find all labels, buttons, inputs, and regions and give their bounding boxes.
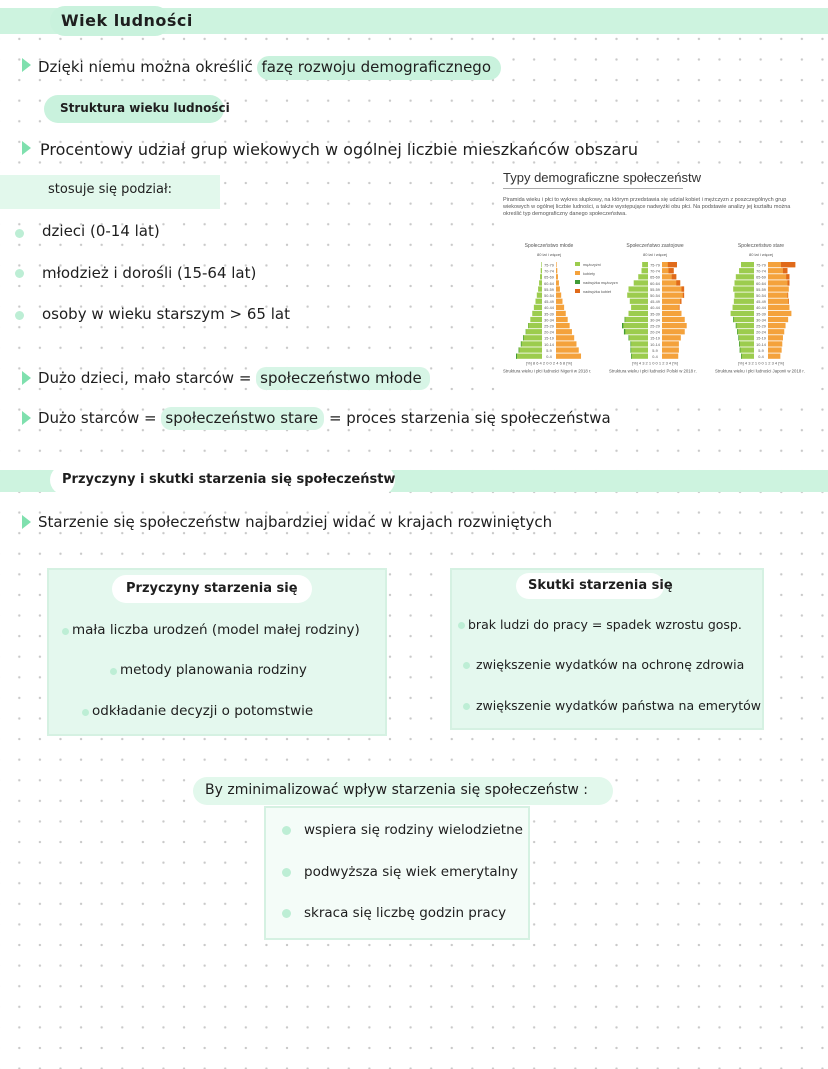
pyramid-bar-women [768,317,788,322]
aging-statement: Starzenie się społeczeństw najbardziej widać w krajach rozwiniętych [38,513,553,531]
pyramid-age-label: 70-74 [756,269,766,274]
pyramid-bar-men [534,305,542,310]
pyramid-bar-men [516,354,542,359]
minimize-title: By zminimalizować wpływ starzenia się społeczeństw : [205,782,588,798]
pyramid-age-label: 55-59 [650,287,660,292]
pyramid-bar-women [556,268,557,273]
effects-title: Skutki starzenia się [528,578,673,593]
pyramid-bar-men [523,335,542,340]
pyramid-bar-women [556,317,568,322]
causes-title: Przyczyny starzenia się [126,581,298,596]
pyramid-age-label: 15-19 [544,336,554,341]
pyramid-source: Struktura wieku i płci ludności Japonii w 2018 r. [715,368,805,374]
pyramid-age-label: 65-69 [756,275,766,280]
pyramid-bar-women [662,341,679,346]
cause-item: odkładanie decyzji o potomstwie [92,703,314,719]
pyramid-bar-surplus-men [630,347,631,352]
pyramid-age-label: 0-4 [758,355,764,359]
pyramid-age-label: 50-54 [544,294,554,298]
bullet-triangle [22,58,31,72]
pyramid-bar-surplus-women [668,262,677,267]
pyramid-bar-surplus-men [523,335,524,340]
effect-item: zwiększenie wydatków państwa na emerytów [476,698,761,713]
bullet-dot [458,622,465,629]
legend-label: nadwyżka mężczyzn [583,281,618,285]
pyramid-bar-men [521,341,542,346]
pyramid-age-label: 30-34 [756,318,766,323]
pyramid-bar-women [662,354,678,359]
pyramid-bar-women [768,347,782,352]
young-society-highlight: społeczeństwo młode [256,367,430,390]
pyramid-bar-surplus-women [788,293,789,298]
legend-label: nadwyżka kobiet [583,290,612,294]
pyramid-bar-men [739,268,754,273]
pyramid-bar-surplus-men [519,347,520,352]
pyramid-bar-men [735,280,755,285]
pyramid-bar-women [768,305,789,310]
bullet-dot [62,628,69,635]
bullet-dot [282,909,291,918]
pyramid-bar-men [638,274,648,279]
pyramid-age-label: 25-29 [544,324,554,329]
pyramid-bar-women [768,286,789,291]
bullet-dot [82,709,89,716]
intro-text: Dzięki niemu można określić [38,58,253,76]
pyramid-bar-men [536,299,543,304]
pyramid-bar-men [734,299,754,304]
minimize-item: podwyższa się wiek emerytalny [304,864,518,880]
effect-item: brak ludzi do pracy = spadek wzrostu gosp. [468,617,742,632]
pyramid-bar-surplus-women [786,274,789,279]
pyramid-bar-men [738,335,754,340]
pyramid-age-label: 60-64 [756,281,766,286]
pyramid-bar-men [541,268,542,273]
pyramid-age-label: 30-34 [544,318,554,323]
pyramid-bar-women [662,317,685,322]
pyramid-bar-women [556,329,572,334]
pyramid-bar-men [622,323,648,328]
pyramid-source: Struktura wieku i płci ludności Nigerii w 2018 r. [503,368,592,374]
bullet-dot [15,311,24,320]
cause-item: metody planowania rodziny [120,662,307,678]
pyramid-bar-men [733,286,754,291]
bullet-dot [15,269,24,278]
pyramid-bar-men [627,293,648,298]
pyramid-bar-men [538,286,542,291]
demographic-figure [497,165,817,400]
bullet-dot [282,826,291,835]
pyramid-axis: [%] 4 3 2 1 0 0 1 2 3 4 [%] [631,360,679,366]
figure-title-underline [503,188,683,189]
pyramid-age-label: 75-79 [544,263,554,268]
old-society-rest: = proces starzenia się społeczeństwa [328,409,611,427]
pyramid-bar-men [631,305,648,310]
pyramid-bar-men [731,311,754,316]
bullet-triangle [22,141,31,155]
pyramid-bar-surplus-women [788,280,790,285]
legend-label: kobiety [583,272,596,276]
pyramid-age-label: 35-39 [650,312,660,317]
intro-highlight: fazę rozwoju demograficznego [257,56,501,80]
pyramid-bar-women [556,335,574,340]
pyramid-age-label: 20-24 [650,330,660,335]
pyramid-bar-men [631,354,648,359]
pyramid-bar-women [556,311,566,316]
group-elderly: osoby w wieku starszym > 65 lat [42,305,290,323]
bullet-dot [110,668,117,675]
legend-swatch [575,271,580,275]
pyramid-bar-surplus-women [788,299,789,304]
aging-title: Przyczyny i skutki starzenia się społeczeństw [62,472,396,487]
pyramid-bar-women [768,323,786,328]
pyramid-bar-men [539,280,542,285]
pyramid-age-label: 45-49 [756,300,766,305]
pyramid-age-label: 15-19 [756,336,766,341]
pyramid-bar-men [629,286,649,291]
pyramid-bar-women [662,335,681,340]
pyramid-bar-surplus-women [783,268,788,273]
page-title: Wiek ludności [61,11,193,30]
pyramid-bar-surplus-women [682,286,685,291]
young-society-text: Dużo dzieci, mało starców = [38,369,252,387]
pyramid-bar-women [556,323,570,328]
pyramid-bar-men [737,329,754,334]
pyramid-age-label: 55-59 [544,287,554,292]
pyramid-bar-men [530,317,542,322]
legend-swatch [575,280,580,284]
pyramid-age-label: 25-29 [756,324,766,329]
pyramid-age-label: 35-39 [544,312,554,317]
pyramid-bar-women [768,280,789,285]
pyramid-title: Społeczeństwo zastojowe [626,243,684,249]
pyramid-bar-men [629,311,649,316]
pyramid-bar-men [634,280,648,285]
old-society-highlight: społeczeństwo stare [161,407,324,430]
pyramid-bar-surplus-women [676,280,680,285]
legend-swatch [575,289,580,293]
pyramid-bar-surplus-women [669,268,674,273]
pyramid-bar-surplus-men [738,335,739,340]
pyramid-bar-women [662,329,685,334]
legend-swatch [575,262,580,266]
pyramid-bar-women [768,329,784,334]
pyramid-bar-men [526,329,542,334]
pyramid-title: Społeczeństwo stare [737,243,785,249]
pyramid-age-label: 75-79 [650,263,660,268]
legend-label: mężczyźni [583,263,601,267]
pyramid-bar-women [556,341,576,346]
pyramid-bar-men [540,274,542,279]
pyramid-bar-women [662,305,680,310]
pyramid-bar-surplus-men [624,329,625,334]
pyramid-age-label: 55-59 [756,287,766,292]
pyramid-bar-surplus-men [739,341,740,346]
pyramid-bar-surplus-men [736,323,737,328]
pyramid-age-label: 20-24 [756,330,766,335]
pyramid-bar-men [625,317,648,322]
pyramid-age-label: 40-44 [650,306,660,311]
pyramid-age-top: 80 lat i więcej [536,252,562,257]
pyramid-age-label: 70-74 [650,269,660,274]
old-society-line [38,409,611,427]
cause-item: mała liczba urodzeń (model małej rodziny) [72,622,360,638]
pyramid-age-label: 25-29 [650,324,660,329]
pyramid-bar-women [556,354,581,359]
pyramid-age-top: 80 lat i więcej [642,252,668,257]
pyramid-bar-men [642,268,649,273]
pyramid-bar-men [739,341,754,346]
bullet-dot [15,229,24,238]
bullet-triangle [22,411,31,425]
pyramid-age-label: 40-44 [544,306,554,311]
pyramid-bar-women [662,311,682,316]
pyramid-age-label: 50-54 [650,294,660,298]
old-society-text: Dużo starców = [38,409,157,427]
pyramid-age-label: 5-9 [758,348,764,353]
pyramid-bar-women [768,311,791,316]
pyramid-bar-men [740,347,754,352]
pyramid-bar-women [556,274,558,279]
figure-title: Typy demograficzne społeczeństw [503,170,701,185]
pyramid-bar-surplus-women [683,293,684,298]
effect-item: zwiększenie wydatków na ochronę zdrowia [476,657,745,672]
pyramid-charts [497,240,817,400]
pyramid-bar-men [537,293,542,298]
pyramid-age-label: 70-74 [544,269,554,274]
pyramid-source: Struktura wieku i płci ludności Polski w 2018 r. [609,368,697,374]
pyramid-axis: [%] 8 6 4 2 0 0 2 4 6 8 [%] [525,360,573,366]
pyramid-bar-men [741,354,754,359]
pyramid-bar-surplus-men [629,335,630,340]
pyramid-age-label: 5-9 [546,348,552,353]
pyramid-age-top: 80 lat i więcej [748,252,774,257]
pyramid-age-label: 40-44 [756,306,766,311]
pyramid-bar-women [768,293,788,298]
pyramid-bar-surplus-women [672,274,677,279]
pyramid-age-label: 60-64 [650,281,660,286]
pyramid-age-label: 50-54 [756,294,766,298]
structure-definition: Procentowy udział grup wiekowych w ogólnej liczbie mieszkańców obszaru [40,140,638,159]
pyramid-bar-men [519,347,542,352]
pyramid-age-label: 10-14 [544,342,554,347]
pyramid-age-label: 65-69 [650,275,660,280]
pyramid-bar-men [736,274,754,279]
pyramid-bar-women [662,286,684,291]
pyramid-bar-men [630,341,648,346]
pyramid-bar-women [662,299,682,304]
pyramid-bar-women [662,323,687,328]
pyramid-bar-surplus-men [631,354,632,359]
pyramid-bar-men [741,262,754,267]
figure-description: Piramida wieku i płci to wykres słupkowy, na którym przedstawia się udział kobiet i mężczyzn z poszczególnych grup wiekowych w ogólnej liczbie ludności, a także występujące nadwyżki obu płci. Na podstawie analizy jej kształtu można określić typ demograficzny danego społeczeństwa. [503,197,791,217]
pyramid-age-label: 60-64 [544,281,554,286]
pyramid-bar-women [556,305,564,310]
pyramid-age-label: 20-24 [544,330,554,335]
pyramid-bar-women [768,335,783,340]
pyramid-bar-surplus-men [737,329,738,334]
pyramid-bar-surplus-women [781,262,795,267]
group-adults: młodzież i dorośli (15-64 lat) [42,264,257,282]
group-children: dzieci (0-14 lat) [42,222,160,240]
pyramid-bar-surplus-men [516,354,517,359]
bullet-dot [282,868,291,877]
pyramid-axis: [%] 4 3 2 1 0 0 1 2 3 4 [%] [737,360,785,366]
pyramid-age-label: 0-4 [652,355,658,359]
pyramid-bar-men [624,329,648,334]
pyramid-bar-women [556,293,561,298]
pyramid-bar-men [733,305,754,310]
pyramid-bar-men [642,262,648,267]
bullet-dot [463,703,470,710]
structure-title: Struktura wieku ludności [60,101,230,115]
pyramid-bar-surplus-men [625,317,626,322]
pyramid-bar-surplus-men [741,354,742,359]
pyramid-bar-women [556,286,560,291]
division-label: stosuje się podział: [48,182,173,197]
pyramid-bar-women [556,299,563,304]
pyramid-age-label: 75-79 [756,263,766,268]
pyramid-bar-men [532,311,542,316]
pyramid-age-label: 65-69 [544,275,554,280]
intro-line [38,58,501,76]
pyramid-bar-women [662,347,679,352]
pyramid-bar-women [556,262,557,267]
pyramid-bar-women [768,341,782,346]
pyramid-age-label: 30-34 [650,318,660,323]
pyramid-bar-surplus-men [733,317,734,322]
pyramid-bar-surplus-men [521,341,522,346]
pyramid-bar-men [630,347,648,352]
pyramid-bar-men [528,323,542,328]
pyramid-age-label: 0-4 [546,355,552,359]
pyramid-age-label: 10-14 [756,342,766,347]
pyramid-bar-men [735,293,755,298]
pyramid-bar-women [556,280,559,285]
pyramid-bar-surplus-men [740,347,741,352]
pyramid-bar-men [629,335,649,340]
pyramid-bar-women [768,354,780,359]
pyramid-bar-men [630,299,648,304]
pyramid-bar-surplus-women [680,299,681,304]
pyramid-age-label: 45-49 [544,300,554,305]
pyramid-bar-surplus-men [630,341,631,346]
pyramid-bar-men [736,323,754,328]
minimize-item: skraca się liczbę godzin pracy [304,905,507,921]
bullet-dot [463,662,470,669]
pyramid-bar-surplus-men [622,323,623,328]
pyramid-bar-men [733,317,754,322]
pyramid-bar-women [662,293,684,298]
minimize-item: wspiera się rodziny wielodzietne [304,822,523,838]
pyramid-title: Społeczeństwo młode [524,243,574,249]
pyramid-bar-women [556,347,579,352]
pyramid-age-label: 10-14 [650,342,660,347]
pyramid-age-label: 35-39 [756,312,766,317]
pyramid-age-label: 5-9 [652,348,658,353]
bullet-triangle [22,371,31,385]
pyramid-age-label: 15-19 [650,336,660,341]
pyramid-age-label: 45-49 [650,300,660,305]
pyramid-bar-women [768,299,789,304]
young-society-line [38,369,430,387]
pyramid-bar-surplus-women [679,305,680,310]
bullet-triangle [22,515,31,529]
pyramid-bar-men [541,262,542,267]
